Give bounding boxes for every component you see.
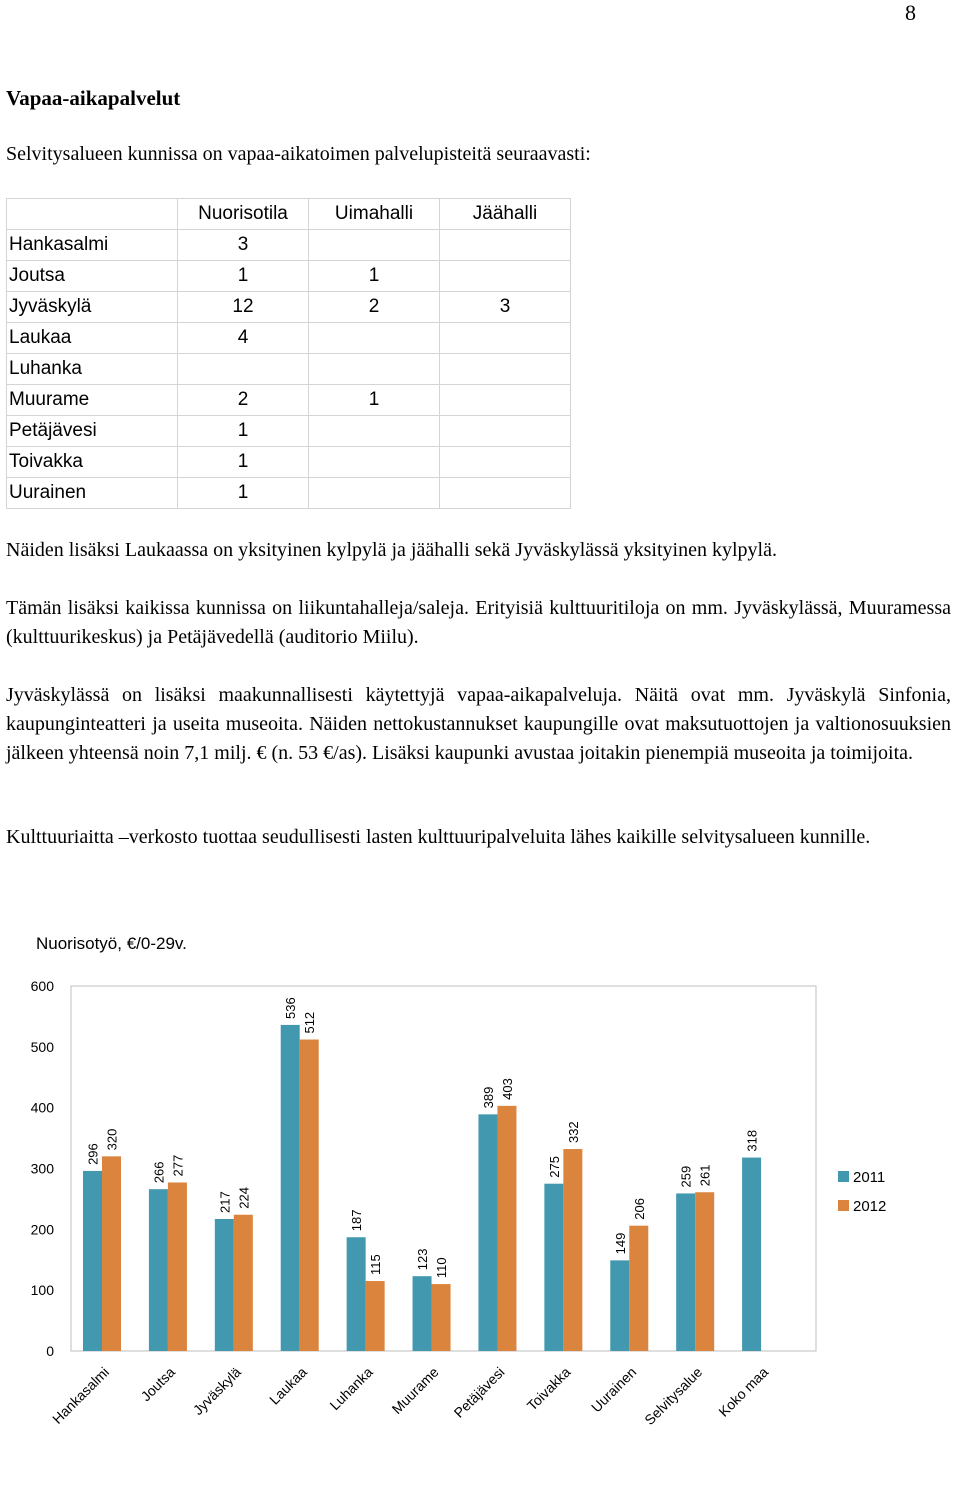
data-label: 110 bbox=[434, 1257, 450, 1279]
count-cell: 3 bbox=[440, 292, 571, 323]
table-row bbox=[7, 447, 571, 478]
y-tick-label: 0 bbox=[46, 1343, 54, 1359]
municipality-cell: Uurainen bbox=[7, 478, 178, 509]
x-tick-label: Petäjävesi bbox=[450, 1363, 508, 1421]
count-cell: 4 bbox=[178, 323, 309, 354]
table-row bbox=[7, 354, 571, 385]
count-cell bbox=[309, 323, 440, 354]
youth-work-chart bbox=[6, 910, 902, 1482]
count-cell: 1 bbox=[178, 416, 309, 447]
bar-2011-toivakka bbox=[544, 1184, 563, 1351]
count-cell bbox=[440, 478, 571, 509]
x-tick-label: Toivakka bbox=[523, 1363, 574, 1414]
count-cell bbox=[440, 385, 571, 416]
table-row bbox=[7, 292, 571, 323]
x-tick-label: Muurame bbox=[388, 1363, 442, 1417]
count-cell: 2 bbox=[309, 292, 440, 323]
bar-2012-jyväskylä bbox=[234, 1215, 253, 1351]
x-tick-label: Joutsa bbox=[137, 1363, 179, 1405]
bar-2012-hankasalmi bbox=[102, 1156, 121, 1351]
count-cell bbox=[440, 261, 571, 292]
table-header-row bbox=[7, 199, 571, 230]
bar-2011-uurainen bbox=[610, 1260, 629, 1351]
x-tick-label: Hankasalmi bbox=[49, 1363, 113, 1427]
table-header-cell: Jäähalli bbox=[440, 199, 571, 230]
count-cell bbox=[440, 416, 571, 447]
bar-2012-toivakka bbox=[563, 1149, 582, 1351]
data-label: 259 bbox=[678, 1165, 694, 1188]
bar-2012-muurame bbox=[432, 1284, 451, 1351]
table-row bbox=[7, 478, 571, 509]
page-number: 8 bbox=[905, 0, 916, 25]
table-row bbox=[7, 323, 571, 354]
data-label: 187 bbox=[349, 1209, 365, 1232]
y-tick-label: 500 bbox=[30, 1038, 54, 1055]
legend-swatch-2012 bbox=[838, 1200, 849, 1211]
bar-2011-petäjävesi bbox=[478, 1114, 497, 1351]
count-cell bbox=[440, 354, 571, 385]
x-tick-label: Jyväskylä bbox=[189, 1363, 244, 1419]
x-tick-label: Uurainen bbox=[587, 1363, 640, 1416]
y-tick-label: 300 bbox=[30, 1160, 54, 1177]
data-label: 275 bbox=[546, 1156, 562, 1178]
bar-2012-laukaa bbox=[300, 1040, 319, 1351]
count-cell bbox=[440, 447, 571, 478]
municipality-cell: Jyväskylä bbox=[7, 292, 178, 323]
municipality-cell: Laukaa bbox=[7, 323, 178, 354]
count-cell bbox=[309, 354, 440, 385]
paragraph-culture-network: Kulttuuriaitta –verkosto tuottaa seudullisesti lasten kulttuuripalveluita lähes kaikille selvitysalueen kunnille. bbox=[6, 826, 871, 848]
intro-text: Selvitysalueen kunnissa on vapaa-aikatoimen palvelupisteitä seuraavasti: bbox=[6, 143, 591, 165]
services-table bbox=[6, 198, 571, 509]
count-cell: 1 bbox=[309, 261, 440, 292]
data-label: 536 bbox=[283, 997, 299, 1019]
data-label: 332 bbox=[565, 1121, 581, 1144]
y-tick-label: 200 bbox=[30, 1221, 54, 1238]
count-cell: 1 bbox=[178, 478, 309, 509]
x-tick-label: Selvitysalue bbox=[641, 1363, 706, 1428]
y-tick-label: 100 bbox=[30, 1282, 54, 1299]
municipality-cell: Muurame bbox=[7, 385, 178, 416]
x-tick-label: Koko maa bbox=[715, 1363, 772, 1420]
data-label: 389 bbox=[480, 1086, 496, 1109]
count-cell bbox=[440, 323, 571, 354]
paragraph-regional-services: Jyväskylässä on lisäksi maakunnallisesti käytettyjä vapaa-aikapalveluja. Näitä ovat mm. Jyväskylä Sinfonia, kaupunginteatteri ja useita museoita. Näiden nettokustannukset kaupungille ovat maksutuottojen ja valtionosuuksien jälkeen yhteensä noin 7,1 milj. € (n. 53 €/as). Lisäksi kaupunki avustaa joitakin pienempiä museoita ja toimijoita. bbox=[6, 684, 951, 764]
municipality-cell: Hankasalmi bbox=[7, 230, 178, 261]
municipality-cell: Petäjävesi bbox=[7, 416, 178, 447]
bar-2011-selvitysalue bbox=[676, 1193, 695, 1351]
data-label: 123 bbox=[415, 1248, 431, 1271]
data-label: 320 bbox=[104, 1128, 120, 1151]
count-cell: 12 bbox=[178, 292, 309, 323]
table-header-cell: Uimahalli bbox=[309, 199, 440, 230]
bar-2011-hankasalmi bbox=[83, 1171, 102, 1351]
data-label: 224 bbox=[236, 1187, 252, 1209]
bar-2011-luhanka bbox=[347, 1237, 366, 1351]
y-tick-label: 400 bbox=[30, 1099, 54, 1116]
bar-2011-koko maa bbox=[742, 1158, 761, 1351]
data-label: 206 bbox=[631, 1197, 647, 1220]
bar-2011-joutsa bbox=[149, 1189, 168, 1351]
count-cell: 2 bbox=[178, 385, 309, 416]
data-label: 149 bbox=[612, 1232, 628, 1255]
table-row bbox=[7, 230, 571, 261]
municipality-cell: Joutsa bbox=[7, 261, 178, 292]
y-tick-label: 600 bbox=[30, 978, 54, 994]
paragraph-spas: Näiden lisäksi Laukaassa on yksityinen kylpylä ja jäähalli sekä Jyväskylässä yksityinen kylpylä. bbox=[6, 539, 777, 561]
table-header-cell bbox=[7, 199, 178, 230]
municipality-cell: Luhanka bbox=[7, 354, 178, 385]
data-label: 217 bbox=[217, 1191, 233, 1213]
data-label: 296 bbox=[85, 1143, 101, 1165]
data-label: 261 bbox=[697, 1164, 713, 1187]
bar-2011-muurame bbox=[413, 1276, 432, 1351]
data-label: 403 bbox=[499, 1078, 515, 1100]
legend-label-2012: 2012 bbox=[853, 1198, 887, 1215]
data-label: 277 bbox=[170, 1154, 186, 1177]
municipality-cell: Toivakka bbox=[7, 447, 178, 478]
count-cell bbox=[440, 230, 571, 261]
data-label: 318 bbox=[744, 1129, 760, 1152]
bar-2012-joutsa bbox=[168, 1182, 187, 1351]
bar-2012-luhanka bbox=[366, 1281, 385, 1351]
x-tick-label: Laukaa bbox=[266, 1363, 310, 1408]
count-cell bbox=[309, 478, 440, 509]
x-tick-label: Luhanka bbox=[326, 1363, 376, 1414]
count-cell bbox=[178, 354, 309, 385]
data-label: 512 bbox=[302, 1011, 318, 1034]
paragraph-facilities: Tämän lisäksi kaikissa kunnissa on liikuntahalleja/saleja. Erityisiä kulttuuritiloja on mm. Jyväskylässä, Muuramessa (kulttuurikeskus) ja Petäjävedellä (auditorio Miilu). bbox=[6, 597, 951, 648]
table-row bbox=[7, 416, 571, 447]
legend-label-2011: 2011 bbox=[853, 1169, 886, 1186]
count-cell: 1 bbox=[178, 261, 309, 292]
bar-2012-petäjävesi bbox=[497, 1106, 516, 1351]
bar-2012-uurainen bbox=[629, 1226, 648, 1351]
legend-swatch-2011 bbox=[838, 1171, 849, 1182]
table-row bbox=[7, 261, 571, 292]
bar-2012-selvitysalue bbox=[695, 1192, 714, 1351]
count-cell bbox=[309, 416, 440, 447]
data-label: 266 bbox=[151, 1161, 167, 1184]
count-cell: 1 bbox=[178, 447, 309, 478]
count-cell bbox=[309, 447, 440, 478]
data-label: 115 bbox=[368, 1254, 384, 1276]
count-cell: 1 bbox=[309, 385, 440, 416]
count-cell: 3 bbox=[178, 230, 309, 261]
bar-2011-laukaa bbox=[281, 1025, 300, 1351]
section-heading: Vapaa-aikapalvelut bbox=[6, 86, 181, 110]
count-cell bbox=[309, 230, 440, 261]
bar-2011-jyväskylä bbox=[215, 1219, 234, 1351]
table-header-cell: Nuorisotila bbox=[178, 199, 309, 230]
chart-title: Nuorisotyö, €/0-29v. bbox=[36, 934, 187, 953]
table-row bbox=[7, 385, 571, 416]
